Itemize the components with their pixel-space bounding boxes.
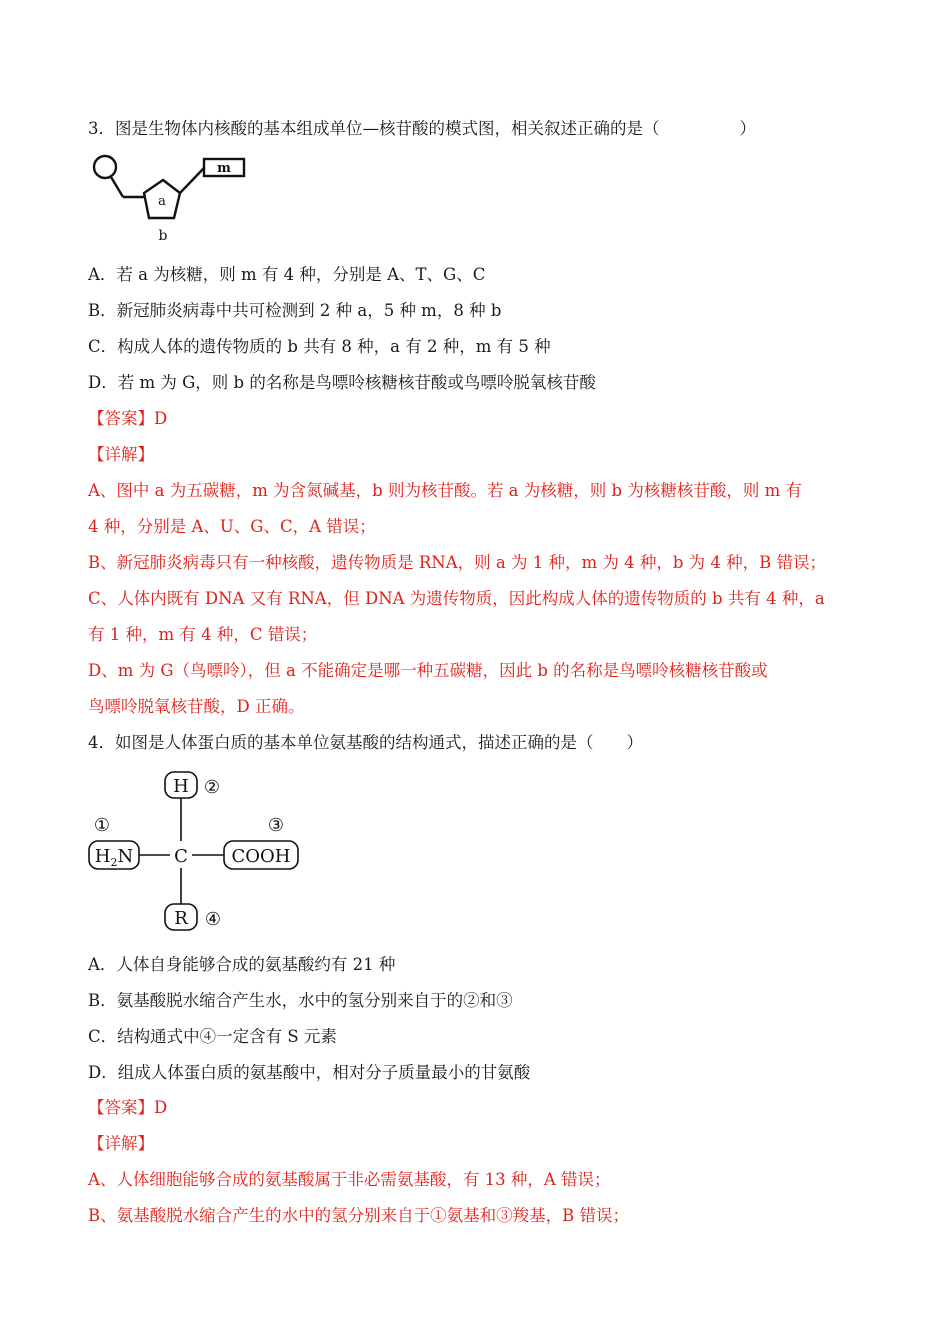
nh2-number: ①: [93, 815, 111, 836]
phosphate-circle: [94, 156, 116, 178]
q3-detail: [88, 444, 870, 466]
cooh-number: ③: [267, 815, 285, 836]
q3-stem-text: 3．图是生物体内核酸的基本组成单位—核苷酸的模式图，相关叙述正确的是（: [88, 119, 660, 138]
h-label: H: [173, 776, 189, 797]
q4-answer: [88, 1097, 870, 1119]
base-bond: [180, 168, 204, 193]
q4-detail: [88, 1133, 870, 1155]
q4-option-c: C．结构通式中④一定含有 S 元素: [88, 1027, 337, 1046]
q3-explanation-line: A、图中 a 为五碳糖，m 为含氮碱基，b 则为核苷酸。若 a 为核糖，则 b 为核糖核苷酸，则 m 有: [88, 481, 802, 500]
q4-detail-label: 【详解】: [88, 1134, 154, 1153]
q4-explanation-line: A、人体细胞能够合成的氨基酸属于非必需氨基酸，有 13 种，A 错误；: [88, 1170, 611, 1189]
r-number: ④: [204, 909, 222, 930]
q4-answer-label: 【答案】: [88, 1098, 154, 1117]
q3-nucleotide-diagram: [90, 152, 260, 248]
q4-explanation-line: B、氨基酸脱水缩合产生的水中的氢分别来自于①氨基和③羧基，B 错误；: [88, 1206, 629, 1225]
q4-amino-acid-diagram: [86, 766, 306, 936]
alpha-carbon: C: [174, 846, 188, 867]
q3-option-a: A．若 a 为核糖，则 m 有 4 种，分别是 A、T、G、C: [88, 265, 486, 284]
q4-stem: 4．如图是人体蛋白质的基本单位氨基酸的结构通式，描述正确的是（ ）: [88, 733, 643, 752]
q3-explanation-line: 鸟嘌呤脱氧核苷酸，D 正确。: [88, 697, 305, 716]
q3-explanation-line: C、人体内既有 DNA 又有 RNA，但 DNA 为遗传物质，因此构成人体的遗传物质的 b 共有 4 种，a: [88, 589, 825, 608]
q3-explanation-line: 有 1 种，m 有 4 种，C 错误；: [88, 625, 318, 644]
label-b: b: [158, 228, 168, 244]
label-m: m: [217, 161, 231, 176]
label-a: a: [158, 194, 166, 209]
q3-answer-value: D: [154, 409, 168, 428]
q4-answer-value: D: [154, 1098, 168, 1117]
q3-answer: [88, 408, 870, 430]
q3-explanation-line: B、新冠肺炎病毒只有一种核酸，遗传物质是 RNA，则 a 为 1 种，m 为 4 种，b 为 4 种，B 错误；: [88, 553, 827, 572]
q4-option-d: D．组成人体蛋白质的氨基酸中，相对分子质量最小的甘氨酸: [88, 1063, 531, 1082]
q4-option-b: B．氨基酸脱水缩合产生水，水中的氢分别来自于的②和③: [88, 991, 513, 1010]
q3-explanation-line: D、m 为 G（鸟嘌呤），但 a 不能确定是哪一种五碳糖，因此 b 的名称是鸟嘌呤核糖核苷酸或: [88, 661, 768, 680]
q3-detail-label: 【详解】: [88, 445, 154, 464]
q3-stem: [88, 118, 870, 140]
q3-option-d: D．若 m 为 G，则 b 的名称是鸟嘌呤核糖核苷酸或鸟嘌呤脱氧核苷酸: [88, 373, 596, 392]
q3-option-b: B．新冠肺炎病毒中共可检测到 2 种 a，5 种 m，8 种 b: [88, 301, 502, 320]
q4-option-a: A．人体自身能够合成的氨基酸约有 21 种: [88, 955, 396, 974]
r-label: R: [174, 908, 188, 929]
q3-stem-close: ）: [739, 119, 756, 138]
q3-answer-label: 【答案】: [88, 409, 154, 428]
q3-explanation-line: 4 种，分别是 A、U、G、C，A 错误；: [88, 517, 376, 536]
phosphate-bond: [111, 177, 123, 197]
h-number: ②: [203, 777, 221, 798]
nh2-label: $H_2N$: [94, 846, 134, 869]
q3-option-c: C．构成人体的遗传物质的 b 共有 8 种，a 有 2 种，m 有 5 种: [88, 337, 551, 356]
cooh-label: COOH: [231, 846, 291, 867]
